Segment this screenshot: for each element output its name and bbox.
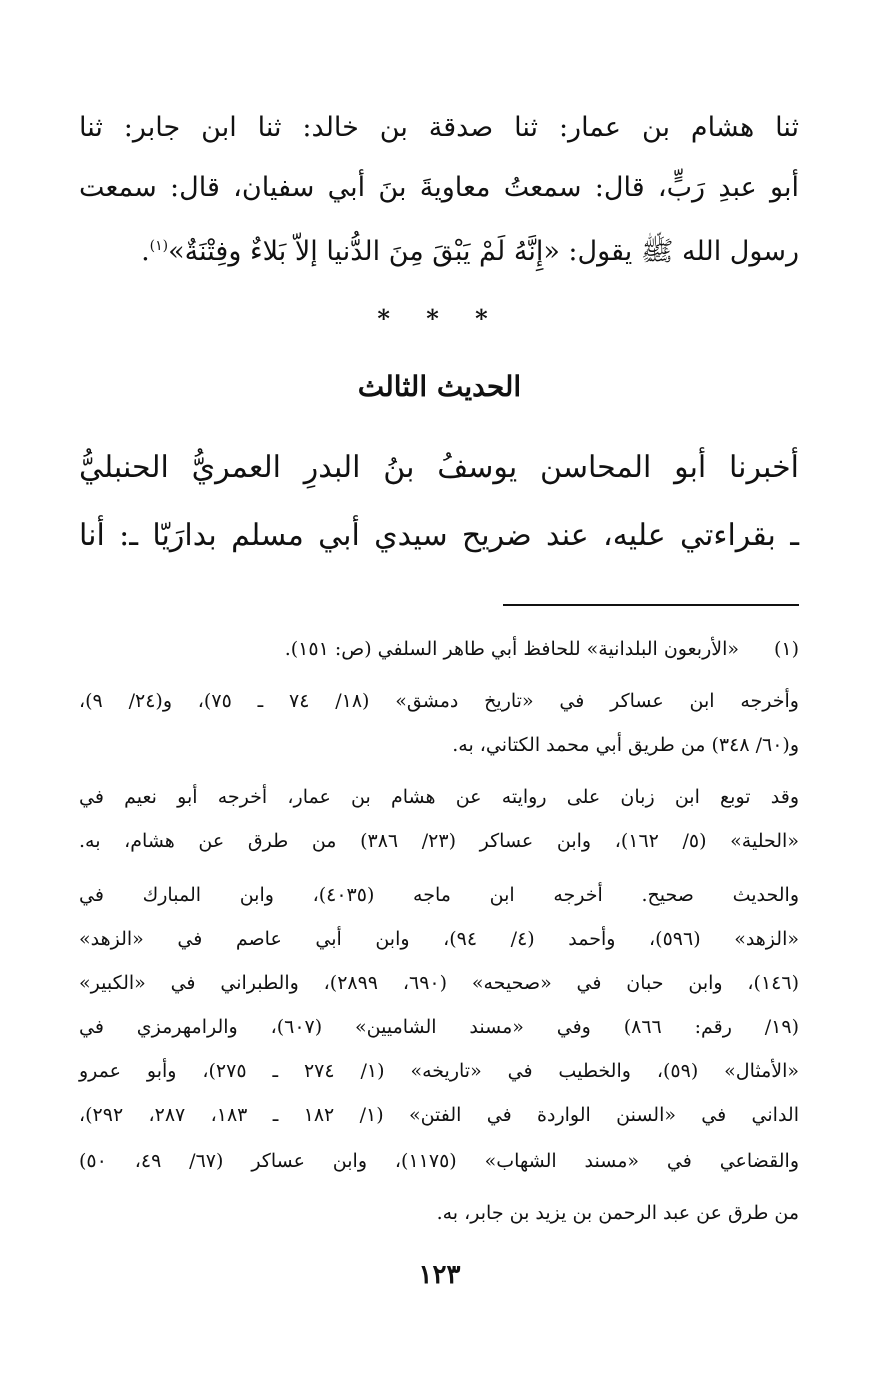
footnote-reference: (١)	[149, 238, 169, 254]
hadith3-line-1: أخبرنا أبو المحاسن يوسفُ بنُ البدرِ العمريُّ الحنبليُّ	[79, 450, 799, 485]
hadith3-line-2: ـ بقراءتي عليه، عند ضريح سيدي أبي مسلم بدارَيّا ـ: أنا	[79, 518, 799, 553]
footnote-marker: (١)	[773, 638, 799, 660]
page-number: ١٢٣	[418, 1260, 461, 1290]
footnote-divider	[503, 604, 799, 606]
main-text-line-3	[79, 226, 799, 272]
footnote-line: والحديث صحيح. أخرجه ابن ماجه (٤٠٣٥)، وابن المبارك في	[79, 884, 799, 906]
main-text-line-1: ثنا هشام بن عمار: ثنا صدقة بن خالد: ثنا ابن جابر: ثنا	[79, 112, 799, 143]
footnote-line: و(٦٠/ ٣٤٨) من طريق أبي محمد الكتاني، به.	[452, 734, 799, 756]
footnote-line: من طرق عن عبد الرحمن بن يزيد بن جابر، به.	[436, 1202, 799, 1224]
footnote-line: «الزهد» (٥٩٦)، وأحمد (٤/ ٩٤)، وابن أبي عاصم في «الزهد»	[79, 928, 799, 950]
footnote-line: وأخرجه ابن عساكر في «تاريخ دمشق» (١٨/ ٧٤ ـ ٧٥)، و(٢٤/ ٩)،	[79, 690, 799, 712]
sentence-end: .	[141, 236, 150, 267]
section-separator: * * *	[377, 304, 502, 333]
hadith-quote-text: رسول الله ﷺ يقول: «إِنَّهُ لَمْ يَبْقَ مِنَ الدُّنيا إلاّ بَلاءٌ وفِتْنَةٌ»	[168, 236, 799, 267]
footnote-line: «الأمثال» (٥٩)، والخطيب في «تاريخه» (١/ ٢٧٤ ـ ٢٧٥)، وأبو عمرو	[79, 1060, 800, 1082]
footnote-line: وقد توبع ابن زبان على روايته عن هشام بن عمار، أخرجه أبو نعيم في	[79, 786, 799, 808]
footnote-line: والقضاعي في «مسند الشهاب» (١١٧٥)، وابن عساكر (٦٧/ ٤٩، ٥٠)	[79, 1150, 799, 1172]
main-text-line-2: أبو عبدِ رَبٍّ، قال: سمعتُ معاويةَ بنَ أبي سفيان، قال: سمعت	[79, 172, 799, 203]
footnote-line: (١٤٦)، وابن حبان في «صحيحه» (٦٩٠، ٢٨٩٩)، والطبراني في «الكبير»	[79, 972, 799, 994]
footnote-line: «الأربعون البلدانية» للحافظ أبي طاهر السلفي (ص: ١٥١).	[284, 638, 739, 660]
footnote-line: الداني في «السنن الواردة في الفتن» (١/ ١٨٢ ـ ١٨٣، ٢٨٧، ٢٩٢)،	[79, 1104, 800, 1126]
section-heading: الحديث الثالث	[357, 370, 522, 403]
footnote-line: (١٩/ رقم: ٨٦٦) وفي «مسند الشاميين» (٦٠٧)، والرامهرمزي في	[79, 1016, 799, 1038]
footnote-line: «الحلية» (٥/ ١٦٢)، وابن عساكر (٢٣/ ٣٨٦) من طرق عن هشام، به.	[79, 830, 799, 852]
